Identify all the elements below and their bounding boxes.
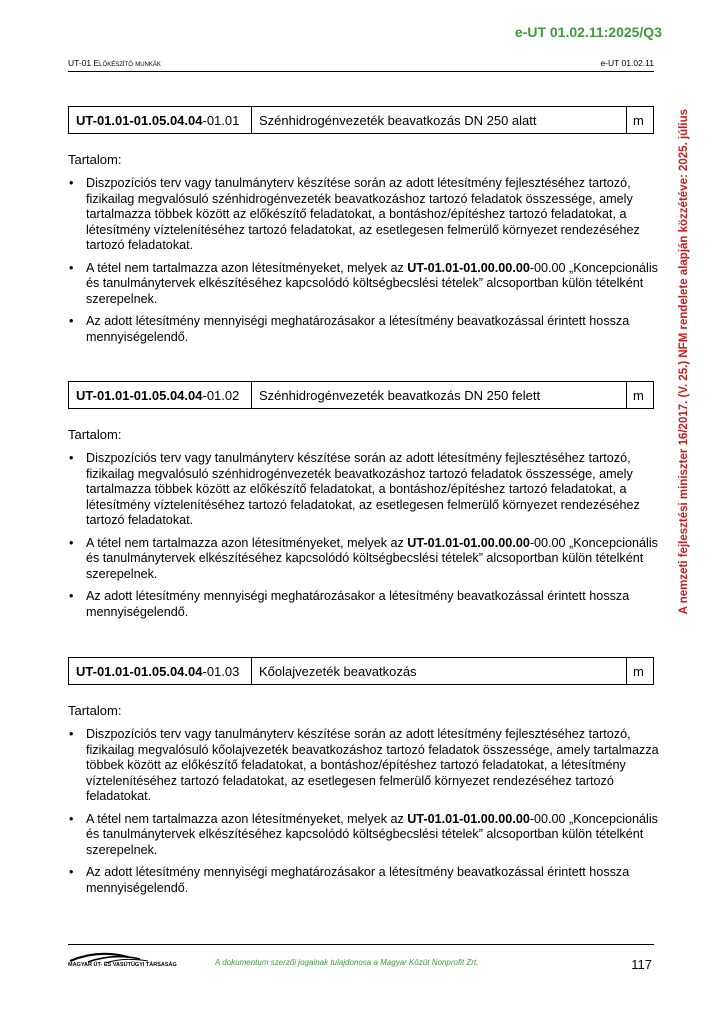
copyright-note: A dokumentum szerzői jogainak tulajdonosa a Magyar Közút Nonprofit Zrt. (215, 958, 479, 967)
document-code: e-UT 01.02.11:2025/Q3 (514, 24, 662, 40)
footer-divider (68, 944, 654, 945)
item-unit: m (633, 112, 644, 128)
list-item: • Az adott létesítmény mennyiségi meghatározásakor a létesítmény beavatkozással érintett hossza mennyiségelendő. (68, 314, 671, 345)
list-item: • A tétel nem tartalmazza azon létesítményeket, melyek az UT-01.01-01.00.00.00-00.00 „Koncepcionális és tanulmánytervek elkészítéséhez kapcsolódó költségbecslési tételek” alcsoportban külön tételként szerepelnek. (68, 536, 671, 583)
page-number: 117 (631, 957, 652, 972)
content-list (68, 176, 658, 345)
content-label: Tartalom: (68, 427, 122, 442)
item-table (68, 657, 654, 685)
list-item: • Diszpozíciós terv vagy tanulmányterv készítése során az adott létesítmény fejlesztéséhez tartozó, fizikailag megvalósuló szénhidrogénvezeték beavatkozáshoz tartozó feladatok összessége, amely tartalmazza többek között az előkészítő feladatokat, a bontáshoz/építéshez tartozó feladatokat, a létesítmény víztelenítéséhez tartozó feladatokat, az esetlegesen felmerülő környezet rendezéséhez tartozó feladatokat. (68, 451, 671, 529)
item-unit: m (633, 387, 644, 403)
list-item: • A tétel nem tartalmazza azon létesítményeket, melyek az UT-01.01-01.00.00.00-00.00 „Koncepcionális és tanulmánytervek elkészítéséhez kapcsolódó költségbecslési tételek” alcsoportban külön tételként szerepelnek. (68, 812, 671, 859)
content-list (68, 727, 659, 896)
header-right: e-UT 01.02.11 (600, 58, 654, 68)
list-item: • Az adott létesítmény mennyiségi meghatározásakor a létesítmény beavatkozással érintett hossza mennyiségelendő. (68, 865, 671, 896)
content-label: Tartalom: (68, 152, 122, 167)
list-item: • Diszpozíciós terv vagy tanulmányterv készítése során az adott létesítmény fejlesztéséhez tartozó, fizikailag megvalósuló kőolajvezeték beavatkozáshoz tartozó feladatok összessége, amely tartalmazza többek között az előkészítő feladatokat, a bontáshoz/építéshez tartozó feladatokat, a létesítmény víztelenítéséhez tartozó feladatokat, az esetlegesen felmerülő környezet rendezéséhez tartozó feladatokat. (68, 727, 671, 805)
list-item: • Az adott létesítmény mennyiségi meghatározásakor a létesítmény beavatkozással érintett hossza mennyiségelendő. (68, 589, 671, 620)
content-list (68, 451, 658, 620)
side-note: A nemzeti fejlesztési miniszter 16/2017. (V. 25.) NFM rendelete alapján közzétéve: 2025. július (678, 109, 690, 615)
item-section (68, 106, 658, 352)
item-section (68, 657, 659, 903)
item-code: UT-01.01-01.05.04.04 -01.03 (69, 658, 252, 684)
item-section (68, 381, 658, 627)
item-unit: m (633, 663, 644, 679)
item-name: Szénhidrogénvezeték beavatkozás DN 250 alatt (252, 107, 627, 133)
item-code: UT-01.01-01.05.04.04 -01.02 (69, 382, 252, 408)
header-left: UT-01 Előkészítő munkák (68, 58, 161, 68)
item-name: Szénhidrogénvezeték beavatkozás DN 250 felett (252, 382, 627, 408)
list-item: • A tétel nem tartalmazza azon létesítményeket, melyek az UT-01.01-01.00.00.00-00.00 „Koncepcionális és tanulmánytervek elkészítéséhez kapcsolódó költségbecslési tételek” alcsoportban külön tételként szerepelnek. (68, 261, 671, 308)
content-label: Tartalom: (68, 703, 122, 718)
item-table (68, 381, 654, 409)
item-name: Kőolajvezeték beavatkozás (252, 658, 627, 684)
list-item: • Diszpozíciós terv vagy tanulmányterv készítése során az adott létesítmény fejlesztéséhez tartozó, fizikailag megvalósuló szénhidrogénvezeték beavatkozáshoz tartozó feladatok összessége, amely tartalmazza többek között az előkészítő feladatokat, a bontáshoz/építéshez tartozó feladatokat, a létesítmény víztelenítéséhez tartozó feladatokat, az esetlegesen felmerülő környezet rendezéséhez tartozó feladatokat. (68, 176, 671, 254)
footer-logo-text: MAGYAR ÚT- ÉS VASÚTÜGYI TÁRSASÁG (68, 962, 177, 968)
item-code: UT-01.01-01.05.04.04 -01.01 (69, 107, 252, 133)
item-table (68, 106, 654, 134)
running-header (68, 58, 654, 72)
